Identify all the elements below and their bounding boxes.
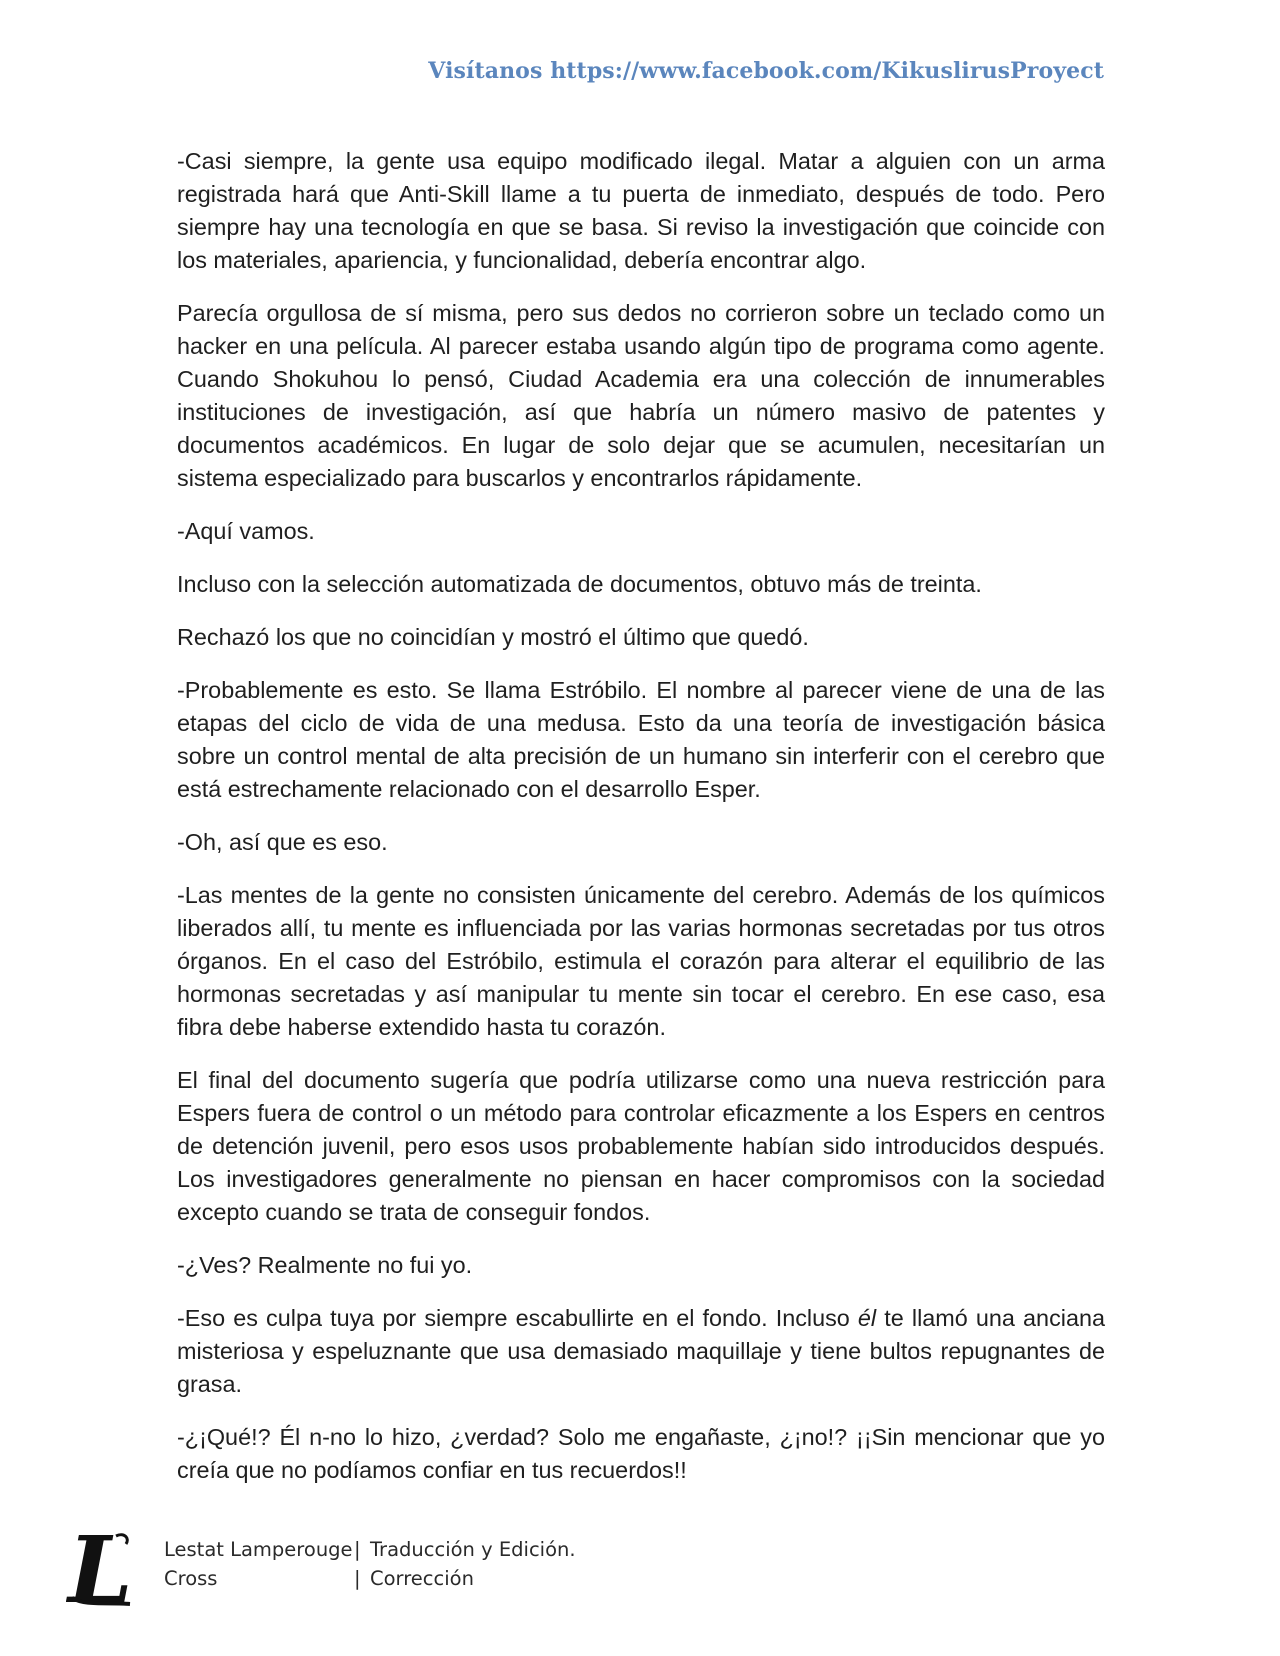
credit-row (164, 1564, 576, 1593)
paragraph-text-after: te llamó una anciana misteriosa y espeluznante que usa demasiado maquillaje y tiene bultos repugnantes de grasa. (177, 1305, 1105, 1397)
paragraph: Rechazó los que no coincidían y mostró el último que quedó. (177, 624, 809, 650)
credit-name: Lestat Lamperouge (164, 1538, 353, 1561)
paragraph: El final del documento sugería que podría utilizarse como una nueva restricción para Espers fuera de control o un método para controlar eficazmente a los Espers en centros de detención juvenil, pero esos usos probablemente habían sido introducidos después. Los investigadores generalmente no piensan en hacer compromisos con la sociedad excepto cuando se trata de conseguir fondos. (177, 1067, 1105, 1225)
italic-emphasis: él (857, 1305, 877, 1331)
gothic-l-logo (66, 1528, 136, 1608)
paragraph-text-before: -Eso es culpa tuya por siempre escabullirte en el fondo. Incluso (177, 1305, 858, 1331)
paragraph: -¿Ves? Realmente no fui yo. (177, 1252, 473, 1278)
paragraph: Parecía orgullosa de sí misma, pero sus dedos no corrieron sobre un teclado como un hacker en una película. Al parecer estaba usando algún tipo de programa como agente. Cuando Shokuhou lo pensó, Ciudad Academia era una colección de innumerables instituciones de investigación, así que habría un número masivo de patentes y documentos académicos. En lugar de solo dejar que se acumulen, necesitarían un sistema especializado para buscarlos y encontrarlos rápidamente. (177, 300, 1105, 491)
credit-separator: | (354, 1567, 361, 1590)
paragraph: -Casi siempre, la gente usa equipo modificado ilegal. Matar a alguien con un arma registrada hará que Anti-Skill llame a tu puerta de inmediato, después de todo. Pero siempre hay una tecnología en que se basa. Si reviso la investigación que coincide con los materiales, apariencia, y funcionalidad, debería encontrar algo. (177, 148, 1105, 273)
paragraph: -¿¡Qué!? Él n-no lo hizo, ¿verdad? Solo me engañaste, ¿¡no!? ¡¡Sin mencionar que yo creía que no podíamos confiar en tus recuerdos!! (177, 1424, 1105, 1483)
paragraph: -Oh, así que es eso. (177, 829, 388, 855)
credit-role: Corrección (370, 1567, 474, 1590)
document-body (177, 145, 1105, 1507)
logo-letter: L (68, 1528, 133, 1608)
credit-separator: | (354, 1538, 361, 1561)
credit-name: Cross (164, 1567, 218, 1590)
credit-row (164, 1535, 576, 1564)
paragraph: -Probablemente es esto. Se llama Estróbilo. El nombre al parecer viene de una de las etapas del ciclo de vida de una medusa. Esto da una teoría de investigación básica sobre un control mental de alta precisión de un humano sin interferir con el cerebro que está estrechamente relacionado con el desarrollo Esper. (177, 677, 1105, 802)
credit-role: Traducción y Edición. (370, 1538, 576, 1561)
paragraph: -Aquí vamos. (177, 518, 315, 544)
paragraph-with-italic (177, 1302, 1105, 1401)
paragraph: -Las mentes de la gente no consisten únicamente del cerebro. Además de los químicos liberados allí, tu mente es influenciada por las varias hormonas secretadas por tus otros órganos. En el caso del Estróbilo, estimula el corazón para alterar el equilibrio de las hormonas secretadas y así manipular tu mente sin tocar el cerebro. En ese caso, esa fibra debe haberse extendido hasta tu corazón. (177, 882, 1105, 1040)
credits-block (164, 1535, 576, 1593)
paragraph: Incluso con la selección automatizada de documentos, obtuvo más de treinta. (177, 571, 982, 597)
page-header-link[interactable]: Visítanos https://www.facebook.com/KikuslirusProyect (428, 58, 1104, 84)
